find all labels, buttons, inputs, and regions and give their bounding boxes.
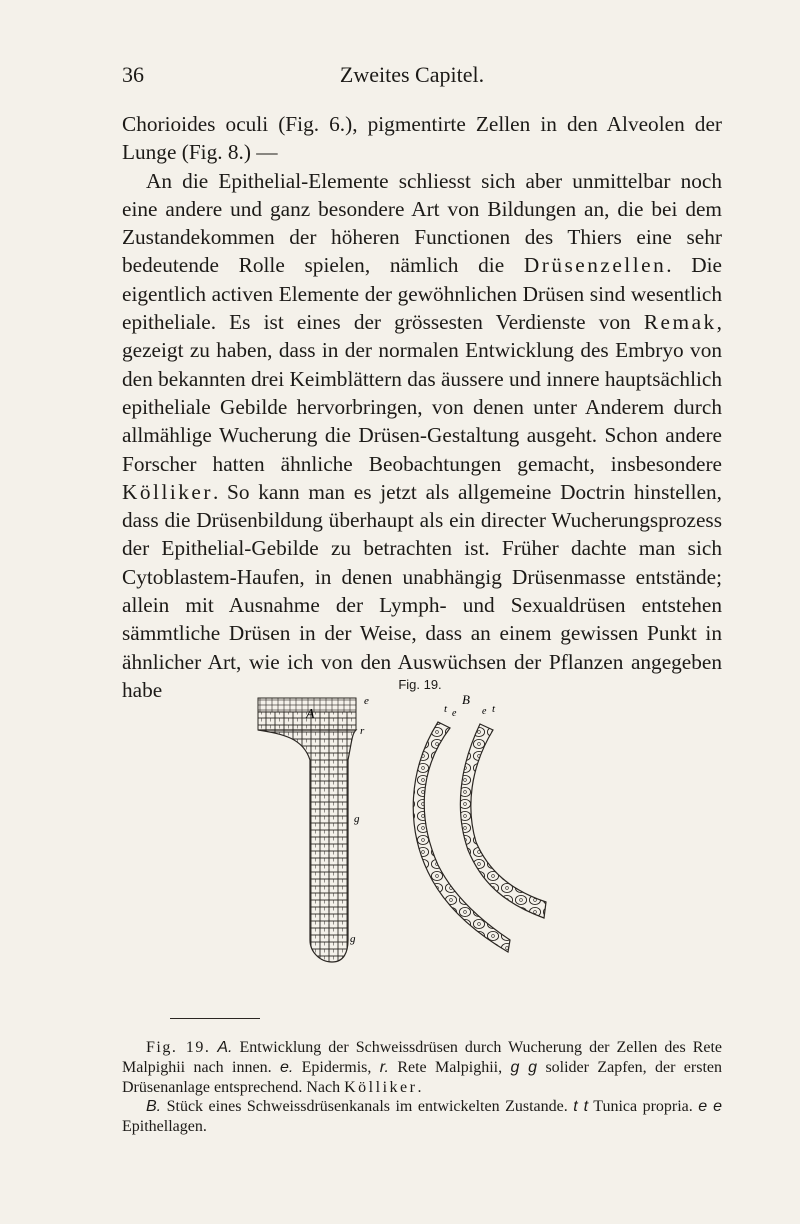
caption-b-text-3: Epithellagen. bbox=[122, 1118, 207, 1136]
label-g-lower: g bbox=[350, 933, 356, 945]
caption-label-b: B. bbox=[146, 1098, 162, 1116]
figure-caption bbox=[122, 1038, 722, 1137]
label-e-right: e bbox=[482, 706, 487, 717]
label-g-upper: g bbox=[354, 813, 360, 825]
caption-author: Kölliker bbox=[344, 1078, 418, 1096]
paragraph-2-part-c: , gezeigt zu haben, dass in der normalen Entwicklung des Embryo von den bekannten drei Keimblättern das äussere und innere hauptsächlich epitheliale Gebilde hervorbringen, von denen unter Anderem durch allmählige Wucherung die Drüsen-Gestaltung ausgeht. Schon andere Forscher hatten ähnliche Beobachtungen gemacht, insbesondere bbox=[122, 310, 722, 476]
author-remak: Remak bbox=[643, 310, 717, 335]
term-druesenzellen: Drüsenzellen bbox=[523, 253, 667, 278]
caption-a-text-2: Epidermis, bbox=[293, 1058, 380, 1076]
caption-b-text-1: Stück eines Schweissdrüsenkanals im entwickelten Zustande. bbox=[161, 1098, 574, 1116]
page-header bbox=[122, 62, 702, 92]
label-b: B bbox=[462, 692, 470, 707]
label-t-left: t bbox=[444, 703, 448, 715]
caption-label-ee: e e bbox=[698, 1098, 722, 1116]
caption-label-tt: t t bbox=[573, 1098, 589, 1116]
figure-19-illustration bbox=[248, 690, 548, 990]
figure-b-drawing bbox=[413, 692, 546, 952]
paragraph-2 bbox=[122, 167, 722, 705]
label-t-right: t bbox=[492, 703, 496, 715]
caption-b-text-2: Tunica propria. bbox=[588, 1098, 699, 1116]
caption-label-r: r. bbox=[379, 1058, 389, 1076]
label-r: r bbox=[360, 725, 365, 737]
caption-label-e: e. bbox=[279, 1058, 294, 1076]
body-text bbox=[122, 110, 722, 704]
caption-a bbox=[122, 1038, 722, 1097]
caption-label-a: A. bbox=[217, 1039, 233, 1056]
caption-head: Fig. 19. bbox=[146, 1039, 211, 1056]
label-e-left: e bbox=[452, 708, 457, 719]
figure-label: Fig. 19. bbox=[398, 677, 442, 692]
paragraph-2-part-d: . So kann man es jetzt als allgemeine Doctrin hinstellen, dass die Drüsenbildung überhaupt als ein directer Wucherungsprozess der Epithelial-Gebilde zu betrachten ist. Früher dachte man sich Cytoblastem-Haufen, in denen unabhängig Drüsenmasse entstände; allein mit Ausnahme der Lymph- und Sexualdrüsen entstehen sämmtliche Drüsen in der Weise, dass an einem gewissen Punkt in ähnlicher Art, wie ich von den Auswüchsen der Pflanzen angegeben habe bbox=[122, 479, 722, 702]
page-number: 36 bbox=[122, 62, 144, 87]
caption-b bbox=[122, 1097, 722, 1137]
author-koelliker: Kölliker bbox=[122, 479, 213, 504]
label-e: e bbox=[364, 695, 369, 707]
paragraph-1: Chorioides oculi (Fig. 6.), pigmentirte Zellen in den Alveolen der Lunge (Fig. 8.) — bbox=[122, 112, 722, 165]
paragraph-2-part-a: An die Epithelial-Elemente schliesst sich aber unmittelbar noch eine andere und ganz besondere Art von Bildungen an, die bei dem Zustandekommen der höheren Functionen des Thiers eine sehr bedeutende Rolle spielen, nämlich die bbox=[122, 168, 722, 278]
figure-a-drawing bbox=[258, 695, 369, 962]
caption-a-text-1: Entwicklung der Schweissdrüsen durch Wucherung der Zellen des Rete Malpighii nach innen. bbox=[122, 1039, 723, 1076]
caption-a-text-5: . bbox=[417, 1078, 422, 1096]
label-a: A bbox=[306, 707, 315, 722]
caption-a-text-3: Rete Malpighii, bbox=[388, 1058, 511, 1076]
caption-a-text-4: solider Zapfen, der ersten Drüsenanlage entsprechend. Nach bbox=[122, 1058, 722, 1096]
running-title: Zweites Capitel. bbox=[339, 62, 485, 87]
caption-rule bbox=[170, 1018, 260, 1019]
paragraph-2-part-b: . Die eigentlich activen Elemente der gewöhnlichen Drüsen sind wesentlich epitheliale. Es ist eines der grössesten Verdienste von bbox=[122, 253, 723, 335]
caption-label-gg: g g bbox=[510, 1058, 538, 1076]
